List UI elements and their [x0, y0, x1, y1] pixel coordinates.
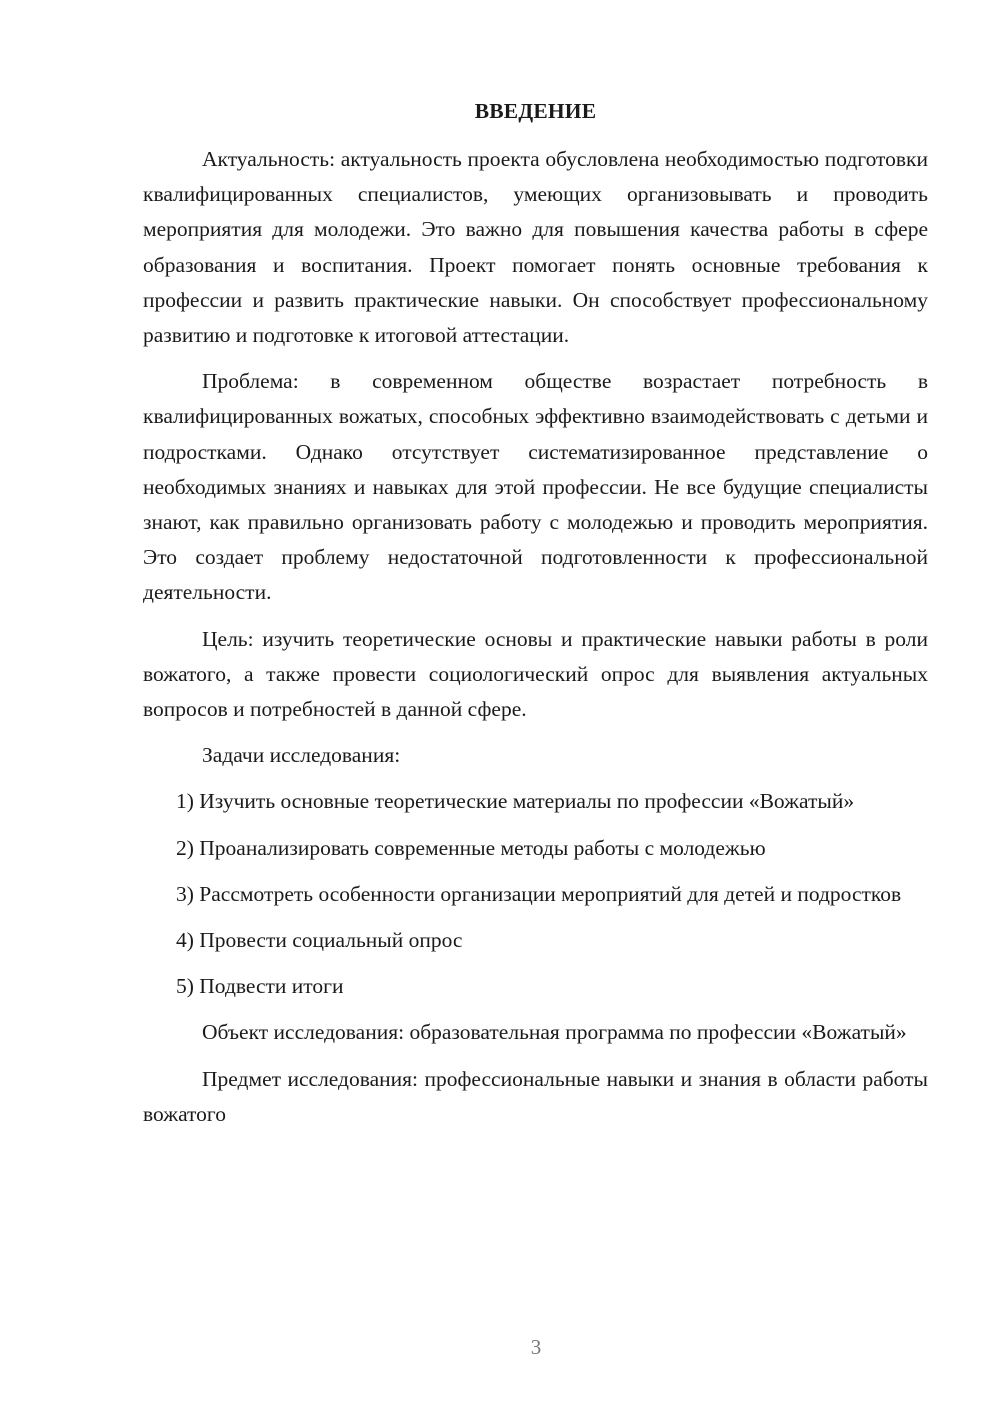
- task-item-4: 4) Провести социальный опрос: [176, 928, 463, 953]
- page-content: [143, 94, 928, 1143]
- paragraph-object: Объект исследования: образовательная программа по профессии «Вожатый»: [202, 1020, 907, 1045]
- task-item-2: 2) Проанализировать современные методы работы с молодежью: [176, 835, 766, 860]
- page-number: 3: [530, 1335, 542, 1359]
- task-item-3: 3) Рассмотреть особенности организации мероприятий для детей и подростков: [176, 881, 902, 906]
- page-title: ВВЕДЕНИЕ: [474, 99, 597, 123]
- task-item-5: 5) Подвести итоги: [176, 974, 344, 999]
- paragraph-subject: Предмет исследования: профессиональные навыки и знания в области работы вожатого: [143, 1066, 928, 1126]
- tasks-heading: Задачи исследования:: [202, 743, 401, 768]
- task-item-1: 1) Изучить основные теоретические материалы по профессии «Вожатый»: [176, 789, 855, 814]
- paragraph-goal: Цель: изучить теоретические основы и практические навыки работы в роли вожатого, а также провести социологический опрос для выявления актуальных вопросов и потребностей в данной сфере.: [143, 626, 928, 722]
- paragraph-problem: Проблема: в современном обществе возрастает потребность в квалифицированных вожатых, способных эффективно взаимодействовать с детьми и подростками. Однако отсутствует систематизированное представление о необходимых знаниях и навыках для этой профессии. Не все будущие специалисты знают, как правильно организовать работу с молодежью и проводить мероприятия. Это создает проблему недостаточной подготовленности к профессиональной деятельности.: [143, 369, 928, 605]
- paragraph-relevance: Актуальность: актуальность проекта обусловлена необходимостью подготовки квалифицированных специалистов, умеющих организовывать и проводить мероприятия для молодежи. Это важно для повышения качества работы в сфере образования и воспитания. Проект помогает понять основные требования к профессии и развить практические навыки. Он способствует профессиональному развитию и подготовке к итоговой аттестации.: [143, 147, 928, 348]
